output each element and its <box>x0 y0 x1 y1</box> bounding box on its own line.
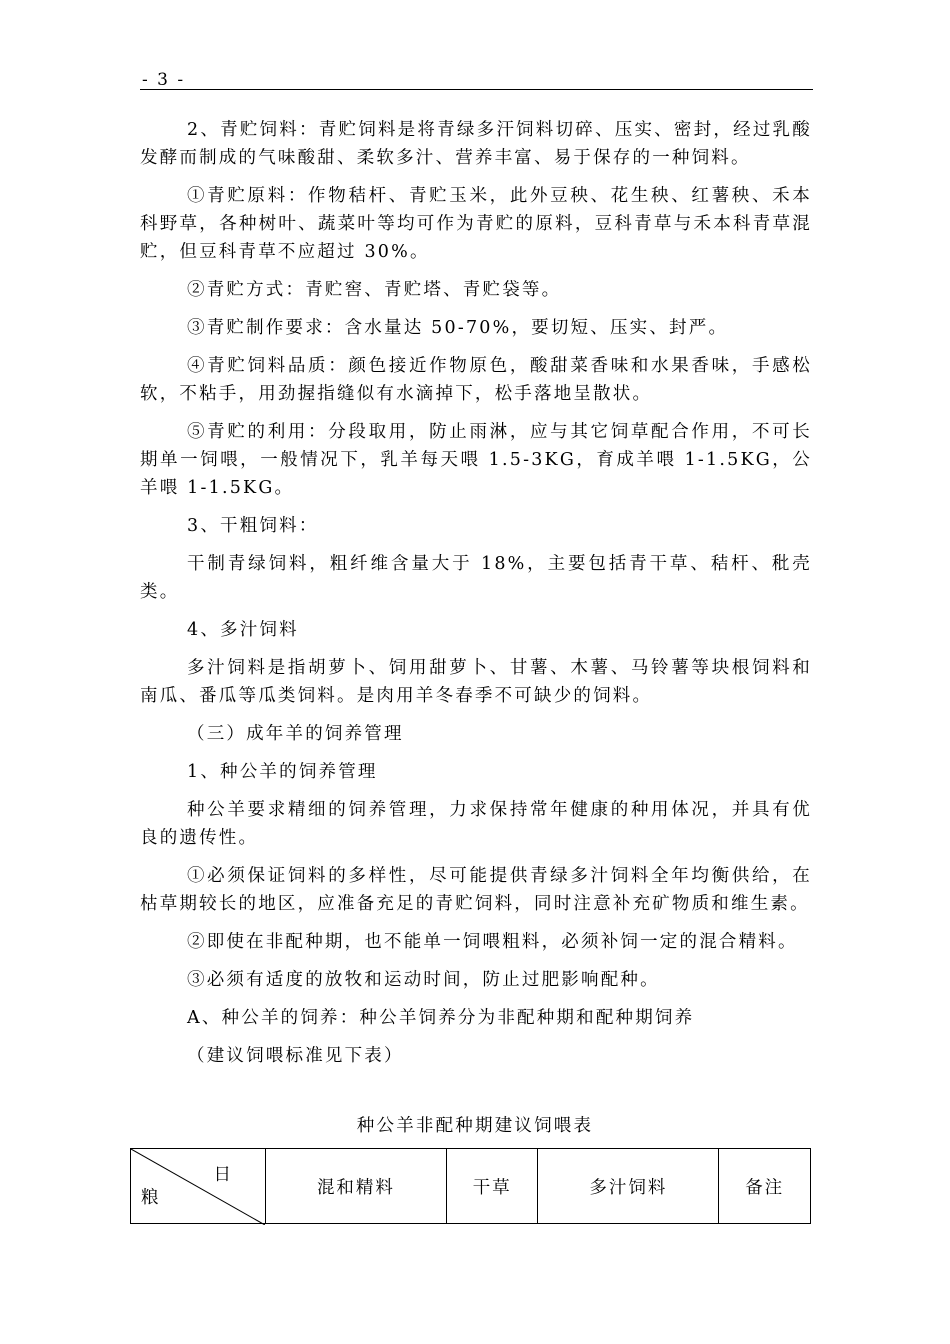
paragraph-see-table: （建议饲喂标准见下表） <box>187 1046 404 1066</box>
heading-succulent-feed: 4、多汁饲料 <box>187 620 299 640</box>
header-hay: 干草 <box>446 1149 538 1224</box>
table-caption: 种公羊非配种期建议饲喂表 <box>356 1116 594 1136</box>
paragraph-ram-feeding: A、种公羊的饲养：种公羊饲养分为非配种期和配种期饲养 <box>187 1008 695 1028</box>
heading-dry-roughage: 3、干粗饲料： <box>187 516 319 536</box>
header-notes: 备注 <box>719 1149 811 1224</box>
paragraph-silage-usage: ⑤青贮的利用：分段取用，防止雨淋，应与其它饲草配合作用，不可长期单一饲喂，一般情况下，乳羊每天喂 1.5-3KG，育成羊喂 1-1.5KG，公羊喂 1-1.5KG。 <box>140 422 812 498</box>
corner-label-top: 日 <box>213 1165 233 1185</box>
header-succulent-feed: 多汁饲料 <box>538 1149 719 1224</box>
paragraph-silage-methods: ②青贮方式：青贮窖、青贮塔、青贮袋等。 <box>187 280 562 300</box>
header-mixed-concentrate: 混和精料 <box>266 1149 447 1224</box>
heading-adult-sheep: （三）成年羊的饲养管理 <box>187 724 404 744</box>
table-corner-cell <box>131 1149 266 1224</box>
heading-breeding-ram: 1、种公羊的饲养管理 <box>187 762 378 782</box>
paragraph-exercise: ③必须有适度的放牧和运动时间，防止过肥影响配种。 <box>187 970 660 990</box>
paragraph-feed-variety: ①必须保证饲料的多样性，尽可能提供青绿多汁饲料全年均衡供给，在枯草期较长的地区，应准备充足的青贮饲料，同时注意补充矿物质和维生素。 <box>140 866 812 914</box>
paragraph-silage-requirements: ③青贮制作要求：含水量达 50-70%，要切短、压实、封严。 <box>187 318 729 338</box>
corner-label-bottom: 粮 <box>141 1188 161 1208</box>
feeding-table <box>130 1148 811 1224</box>
paragraph-succulent-feed: 多汁饲料是指胡萝卜、饲用甜萝卜、甘薯、木薯、马铃薯等块根饲料和南瓜、番瓜等瓜类饲料。是肉用羊冬春季不可缺少的饲料。 <box>140 658 812 706</box>
paragraph-breeding-ram-intro: 种公羊要求精细的饲养管理，力求保持常年健康的种用体况，并具有优良的遗传性。 <box>140 800 812 848</box>
table-header-row <box>131 1149 811 1224</box>
paragraph-silage-definition: 2、青贮饲料：青贮饲料是将青绿多汗饲料切碎、压实、密封，经过乳酸发酵而制成的气味酸甜、柔软多汁、营养丰富、易于保存的一种饲料。 <box>140 120 812 168</box>
paragraph-silage-materials: ①青贮原料：作物秸杆、青贮玉米，此外豆秧、花生秧、红薯秧、禾本科野草，各种树叶、蔬菜叶等均可作为青贮的原料，豆科青草与禾本科青草混贮，但豆科青草不应超过 30%。 <box>140 186 812 262</box>
document-body <box>140 116 812 1080</box>
header-rule <box>140 89 813 90</box>
paragraph-dry-roughage: 干制青绿饲料，粗纤维含量大于 18%，主要包括青干草、秸杆、秕壳类。 <box>140 554 812 602</box>
page-number: - 3 - <box>142 70 186 90</box>
paragraph-silage-quality: ④青贮饲料品质：颜色接近作物原色，酸甜菜香味和水果香味，手感松软，不粘手，用劲握指缝似有水滴掉下，松手落地呈散状。 <box>140 356 812 404</box>
paragraph-non-breeding-period: ②即使在非配种期，也不能单一饲喂粗料，必须补饲一定的混合精料。 <box>187 932 798 952</box>
